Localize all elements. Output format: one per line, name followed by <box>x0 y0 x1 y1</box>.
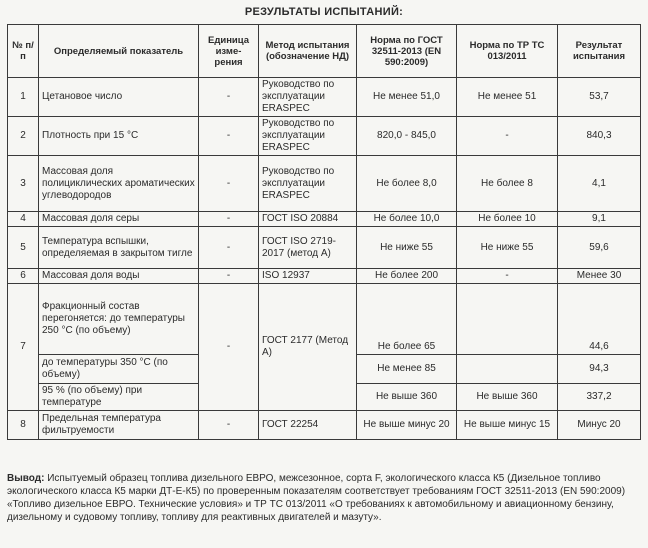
row-unit: - <box>199 269 259 284</box>
row-tr-norm: Не выше 360 <box>457 384 558 411</box>
row-result: 840,3 <box>558 117 641 156</box>
row-tr-norm: Не выше минус 15 <box>457 411 558 440</box>
conclusion-paragraph <box>7 472 641 524</box>
row-num: 7 <box>8 284 39 411</box>
row-name: Фракционный состав перегоняется: до температуры 250 °C (по объему) <box>39 284 199 355</box>
row-method: ГОСТ 22254 <box>259 411 357 440</box>
header-result: Результат испытания <box>558 25 641 78</box>
row-name: Массовая доля воды <box>39 269 199 284</box>
row-method: ГОСТ 2177 (Метод А) <box>259 284 357 411</box>
row-gost-norm: Не ниже 55 <box>357 227 457 269</box>
table-row <box>8 269 641 284</box>
table-row <box>8 227 641 269</box>
row-unit: - <box>199 117 259 156</box>
row-tr-norm: Не менее 51 <box>457 78 558 117</box>
table-row <box>8 117 641 156</box>
row-gost-norm: Не менее 85 <box>357 355 457 384</box>
row-name: Массовая доля полициклических ароматических углеводородов <box>39 156 199 212</box>
row-num: 2 <box>8 117 39 156</box>
row-unit: - <box>199 411 259 440</box>
row-unit: - <box>199 227 259 269</box>
row-gost-norm: Не выше 360 <box>357 384 457 411</box>
row-method: ISO 12937 <box>259 269 357 284</box>
conclusion-text: Испытуемый образец топлива дизельного ЕВРО, межсезонное, сорта F, экологического класса К5 (Дизельное топливо экологического класса К5 марки ДТ-Е-К5) по проверенным показателям соответствует требованиям ГОСТ 32511-2013 (EN 590:2009) «Топливо дизельное ЕВРО. Технические условия» и ТР ТС 013/2011 «О требованиях к автомобильному и авиационному бензину, дизельному и судовому топливу, топливу для реактивных двигателей и мазуту». <box>7 473 626 523</box>
row-method: ГОСТ ISO 20884 <box>259 212 357 227</box>
header-name: Определяемый показатель <box>39 25 199 78</box>
row-result: 44,6 <box>558 284 641 355</box>
row-num: 6 <box>8 269 39 284</box>
table-row <box>8 411 641 440</box>
row-result: 337,2 <box>558 384 641 411</box>
row-tr-norm: - <box>457 117 558 156</box>
table-row <box>8 156 641 212</box>
row-tr-norm: Не более 10 <box>457 212 558 227</box>
row-num: 4 <box>8 212 39 227</box>
row-num: 3 <box>8 156 39 212</box>
row-name: Предельная температура фильтруемости <box>39 411 199 440</box>
row-name: Плотность при 15 °C <box>39 117 199 156</box>
row-result: 4,1 <box>558 156 641 212</box>
header-num: № п/п <box>8 25 39 78</box>
row-gost-norm: Не более 8,0 <box>357 156 457 212</box>
row-name: Температура вспышки, определяемая в закрытом тигле <box>39 227 199 269</box>
row-num: 1 <box>8 78 39 117</box>
row-unit: - <box>199 156 259 212</box>
row-result: 59,6 <box>558 227 641 269</box>
header-gost: Норма по ГОСТ 32511-2013 (EN 590:2009) <box>357 25 457 78</box>
row-tr-norm: Не ниже 55 <box>457 227 558 269</box>
table-header-row <box>8 25 641 78</box>
header-tr: Норма по ТР ТС 013/2011 <box>457 25 558 78</box>
row-gost-norm: Не менее 51,0 <box>357 78 457 117</box>
page-title: РЕЗУЛЬТАТЫ ИСПЫТАНИЙ: <box>244 6 404 18</box>
row-result: Минус 20 <box>558 411 641 440</box>
row-result: 9,1 <box>558 212 641 227</box>
table-row <box>8 78 641 117</box>
row-gost-norm: Не более 10,0 <box>357 212 457 227</box>
row-method: Руководство по эксплуатации ERASPEC <box>259 78 357 117</box>
row-gost-norm: Не более 200 <box>357 269 457 284</box>
row-name: Цетановое число <box>39 78 199 117</box>
header-unit: Единица изме-рения <box>199 25 259 78</box>
row-num: 5 <box>8 227 39 269</box>
row-tr-norm <box>457 355 558 384</box>
row-gost-norm: 820,0 - 845,0 <box>357 117 457 156</box>
row-unit: - <box>199 78 259 117</box>
row-num: 8 <box>8 411 39 440</box>
row-name: 95 % (по объему) при температуре <box>39 384 199 411</box>
table-row <box>8 212 641 227</box>
row-unit: - <box>199 284 259 411</box>
row-result: 53,7 <box>558 78 641 117</box>
table-row <box>8 284 641 355</box>
header-method: Метод испытания (обозначение НД) <box>259 25 357 78</box>
results-table <box>7 24 641 440</box>
row-tr-norm: - <box>457 269 558 284</box>
row-result: 94,3 <box>558 355 641 384</box>
row-name: до температуры 350 °C (по объему) <box>39 355 199 384</box>
row-result: Менее 30 <box>558 269 641 284</box>
row-method: ГОСТ ISO 2719-2017 (метод А) <box>259 227 357 269</box>
row-method: Руководство по эксплуатации ERASPEC <box>259 117 357 156</box>
row-gost-norm: Не более 65 <box>357 284 457 355</box>
row-gost-norm: Не выше минус 20 <box>357 411 457 440</box>
row-name: Массовая доля серы <box>39 212 199 227</box>
conclusion-label: Вывод: <box>7 473 45 484</box>
row-unit: - <box>199 212 259 227</box>
row-method: Руководство по эксплуатации ERASPEC <box>259 156 357 212</box>
row-tr-norm: Не более 8 <box>457 156 558 212</box>
row-tr-norm <box>457 284 558 355</box>
